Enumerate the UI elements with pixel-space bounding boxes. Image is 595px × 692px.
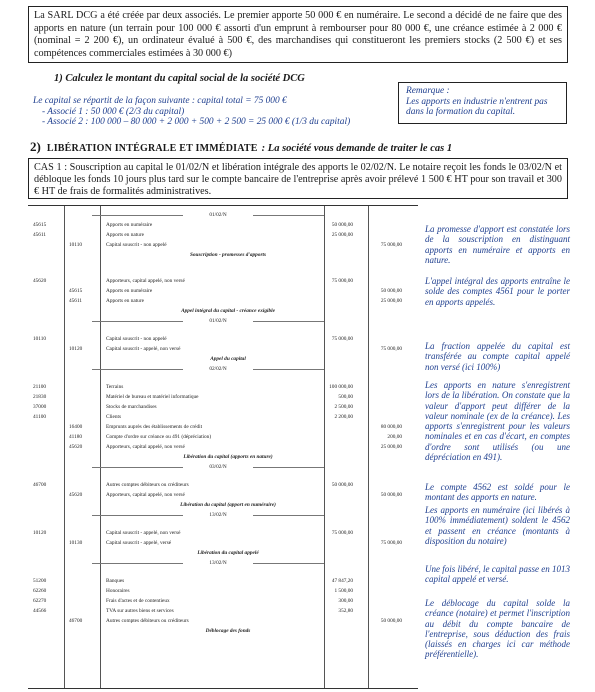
journal-row: [28, 276, 418, 286]
journal-row: [28, 402, 418, 412]
account-label: Capital souscrit - appelé, non versé: [106, 530, 181, 536]
credit-amount: 50 000,00: [380, 618, 402, 624]
credit-amount: 80 000,00: [380, 424, 402, 430]
debit-account: 51200: [33, 578, 47, 584]
debit-account: 45620: [33, 278, 47, 284]
entry-label: Déblocage des fonds: [205, 628, 251, 634]
comment-7: Une fois libéré, le capital passe en 1013 capital appelé et versé.: [425, 564, 570, 585]
remark-title: Remarque :: [406, 86, 450, 96]
comment-6: Les apports en numéraire (ici libérés à 100% immédiatement) soldent le 4562 et passent en créance (montants à disposition du notaire): [425, 505, 570, 546]
debit-amount: 1 500,00: [334, 588, 353, 594]
debit-account: 21100: [33, 384, 47, 390]
debit-account: 46700: [33, 482, 47, 488]
debit-amount: 352,80: [338, 608, 353, 614]
account-label: Capital souscrit - non appelé: [106, 242, 167, 248]
journal-row: [28, 432, 418, 442]
debit-amount: 25 000,00: [331, 232, 353, 238]
entry-label: Libération du capital (apport en numéraire): [180, 502, 276, 508]
journal-row: [28, 528, 418, 538]
credit-amount: 200,00: [387, 434, 402, 440]
debit-amount: 47 847,20: [331, 578, 353, 584]
account-label: Apports en numéraire: [106, 222, 153, 228]
journal-entry-label: [28, 548, 418, 558]
debit-amount: 100 000,00: [329, 384, 353, 390]
journal-row: [28, 382, 418, 392]
journal-row: [28, 422, 418, 432]
debit-amount: 75 000,00: [331, 278, 353, 284]
journal-row: [28, 538, 418, 548]
account-label: Apporteurs, capital appelé, non versé: [106, 444, 185, 450]
debit-account: 62270: [33, 598, 47, 604]
credit-account: 10110: [69, 242, 83, 248]
credit-account: 45620: [69, 492, 83, 498]
credit-account: 45615: [69, 288, 83, 294]
debit-amount: 50 000,00: [331, 482, 353, 488]
account-label: Banques: [106, 578, 125, 584]
statement-text: La SARL DCG a été créée par deux associés. Le premier apporte 50 000 € en numéraire. Le second a décidé de ne faire que des apports en nature (un terrain pour 100 000 € assorti d'un emprunt à rembourser pour 80 000 €, une créance estimée à 2 000 € (nominal = 2 200 €), un ordinateur évalué à 500 €, des marchandises qui constitueront les premiers stocks (2 500 €) et ses compétences commerciales estimées à 30 000 €): [34, 10, 562, 59]
credit-amount: 75 000,00: [380, 242, 402, 248]
journal-row: [28, 220, 418, 230]
comment-5: Le compte 4562 est soldé pour le montant des apports en nature.: [425, 482, 570, 503]
journal-row: [28, 392, 418, 402]
account-label: Apporteurs, capital appelé, non versé: [106, 492, 185, 498]
debit-account: 41100: [33, 414, 47, 420]
debit-amount: 300,00: [338, 598, 353, 604]
account-label: Autres comptes débiteurs ou créditeurs: [106, 482, 189, 488]
journal-date-row: [28, 210, 418, 220]
journal-row: [28, 240, 418, 250]
case-1-text: CAS 1 : Souscription au capital le 01/02/N et libération intégrale des apports le 02/02/N. Le notaire reçoit les fonds le 03/02/N et débloque les fonds 10 jours plus tard sur le compte bancaire de l'entreprise après avoir prélevé 1 500 € HT pour son travail et 300 € HT de frais de formalités administratives.: [34, 162, 562, 198]
entry-date: 13/02/N: [183, 558, 253, 568]
debit-account: 37000: [33, 404, 47, 410]
journal-entry-label: [28, 626, 418, 636]
debit-amount: 75 000,00: [331, 336, 353, 342]
credit-account: 46700: [69, 618, 83, 624]
debit-amount: 2 200,00: [334, 414, 353, 420]
entry-date: 02/02/N: [183, 364, 253, 374]
journal-entry-label: [28, 354, 418, 364]
account-label: Matériel de bureau et matériel informatique: [106, 394, 199, 400]
account-label: TVA sur autres biens et services: [106, 608, 174, 614]
account-label: Stocks de marchandises: [106, 404, 157, 410]
journal-date-row: [28, 364, 418, 374]
debit-account: 62260: [33, 588, 47, 594]
comment-2: L'appel intégral des apports entraîne le solde des comptes 4561 pour le porter en apports appelés.: [425, 276, 570, 307]
question-2-number: 2): [30, 139, 41, 154]
account-label: Honoraires: [106, 588, 130, 594]
journal-row: [28, 442, 418, 452]
credit-account: 10130: [69, 540, 83, 546]
remark-text: Les apports en industrie n'entrent pas dans la formation du capital.: [406, 96, 548, 118]
journal-date-row: [28, 558, 418, 568]
journal-date-row: [28, 316, 418, 326]
account-label: Apports en nature: [106, 232, 144, 238]
comment-4: Les apports en nature s'enregistrent lors de la libération. On constate que la valeur d'apport peut différer de la valeur nominale (ex de la créance). Les apports s'enregistrent pour les valeurs nominales et en cas d'écart, en comptes d'ordre sont utilisés (ou une dépréciation en 491).: [425, 380, 570, 463]
debit-amount: 500,00: [338, 394, 353, 400]
question-2: [30, 139, 452, 155]
entry-date: 01/02/N: [183, 316, 253, 326]
debit-amount: 50 000,00: [331, 222, 353, 228]
account-label: Capital souscrit - appelé, versé: [106, 540, 172, 546]
credit-account: 45611: [69, 298, 83, 304]
journal-entry-label: [28, 500, 418, 510]
journal-row: [28, 586, 418, 596]
account-label: Terrains: [106, 384, 124, 390]
case-1-box: [28, 158, 568, 199]
account-label: Capital souscrit - non appelé: [106, 336, 167, 342]
credit-account: 45620: [69, 444, 83, 450]
credit-amount: 25 000,00: [380, 298, 402, 304]
question-2-title: LIBÉRATION INTÉGRALE ET IMMÉDIATE: [46, 143, 258, 154]
debit-account: 44566: [33, 608, 47, 614]
account-label: Apports en nature: [106, 298, 144, 304]
account-label: Clients: [106, 414, 122, 420]
credit-amount: 25 000,00: [380, 444, 402, 450]
credit-account: 10120: [69, 346, 83, 352]
account-label: Frais d'actes et de contentieux: [106, 598, 170, 604]
entry-date: 01/02/N: [183, 210, 253, 220]
credit-account: 41180: [69, 434, 83, 440]
entry-label: Appel intégral du capital - créance exigible: [181, 308, 275, 314]
debit-amount: 75 000,00: [331, 530, 353, 536]
answer-line-2: - Associé 1 : 50 000 € (2/3 du capital): [42, 107, 185, 117]
remark-box: [398, 82, 567, 124]
debit-account: 45615: [33, 222, 47, 228]
journal-row: [28, 334, 418, 344]
question-1: 1) Calculez le montant du capital social de la société DCG: [54, 73, 305, 84]
credit-account: 16400: [69, 424, 83, 430]
answer-line-3: - Associé 2 : 100 000 – 80 000 + 2 000 + 500 + 2 500 = 25 000 € (1/3 du capital): [42, 117, 351, 127]
entry-date: 13/02/N: [183, 510, 253, 520]
journal-row: [28, 286, 418, 296]
journal-row: [28, 296, 418, 306]
journal-row: [28, 576, 418, 586]
journal-date-row: [28, 462, 418, 472]
journal-date-row: [28, 510, 418, 520]
journal-entry-label: [28, 452, 418, 462]
journal-row: [28, 344, 418, 354]
account-label: Autres comptes débiteurs ou créditeurs: [106, 618, 189, 624]
comment-3: La fraction appelée du capital est transférée au compte capital appelé non versé (ici 100%): [425, 341, 570, 372]
entry-label: Libération du capital (apports en nature): [183, 454, 273, 460]
entry-date: 03/02/N: [183, 462, 253, 472]
journal-row: [28, 490, 418, 500]
account-label: Compte d'ordre sur créance ou 491 (dépréciation): [106, 434, 212, 440]
account-label: Apports en numéraire: [106, 288, 153, 294]
journal-row: [28, 412, 418, 422]
comment-1: La promesse d'apport est constatée lors de la souscription en distinguant apports en numéraire et apports en nature.: [425, 224, 570, 265]
comment-8: Le déblocage du capital solde la créance (notaire) et permet l'inscription au débit du compte bancaire de l'entreprise, sous déduction des frais (laissés en charges ici car méthode préférentielle).: [425, 598, 570, 660]
journal-row: [28, 596, 418, 606]
journal-row: [28, 230, 418, 240]
entry-label: Souscription - promesses d'apports: [189, 252, 267, 258]
journal-row: [28, 480, 418, 490]
account-label: Apporteurs, capital appelé, non versé: [106, 278, 185, 284]
entry-label: Libération du capital appelé: [197, 550, 259, 556]
journal-table: [28, 205, 418, 689]
account-label: Capital souscrit - appelé, non versé: [106, 346, 181, 352]
journal-entry-label: [28, 306, 418, 316]
journal-row: [28, 616, 418, 626]
journal-entry-label: [28, 250, 418, 260]
debit-account: 10110: [33, 336, 47, 342]
credit-amount: 50 000,00: [380, 492, 402, 498]
debit-account: 10120: [33, 530, 47, 536]
statement-box: [28, 6, 568, 63]
journal-row: [28, 606, 418, 616]
account-label: Emprunts auprès des établissements de crédit: [106, 424, 203, 430]
answer-line-1: Le capital se répartit de la façon suivante : capital total = 75 000 €: [33, 96, 287, 106]
entry-label: Appel du capital: [210, 356, 246, 362]
debit-account: 45611: [33, 232, 47, 238]
debit-amount: 2 500,00: [334, 404, 353, 410]
debit-account: 21830: [33, 394, 47, 400]
question-2-rest: : La société vous demande de traiter le cas 1: [261, 143, 453, 154]
credit-amount: 50 000,00: [380, 288, 402, 294]
credit-amount: 75 000,00: [380, 540, 402, 546]
credit-amount: 75 000,00: [380, 346, 402, 352]
